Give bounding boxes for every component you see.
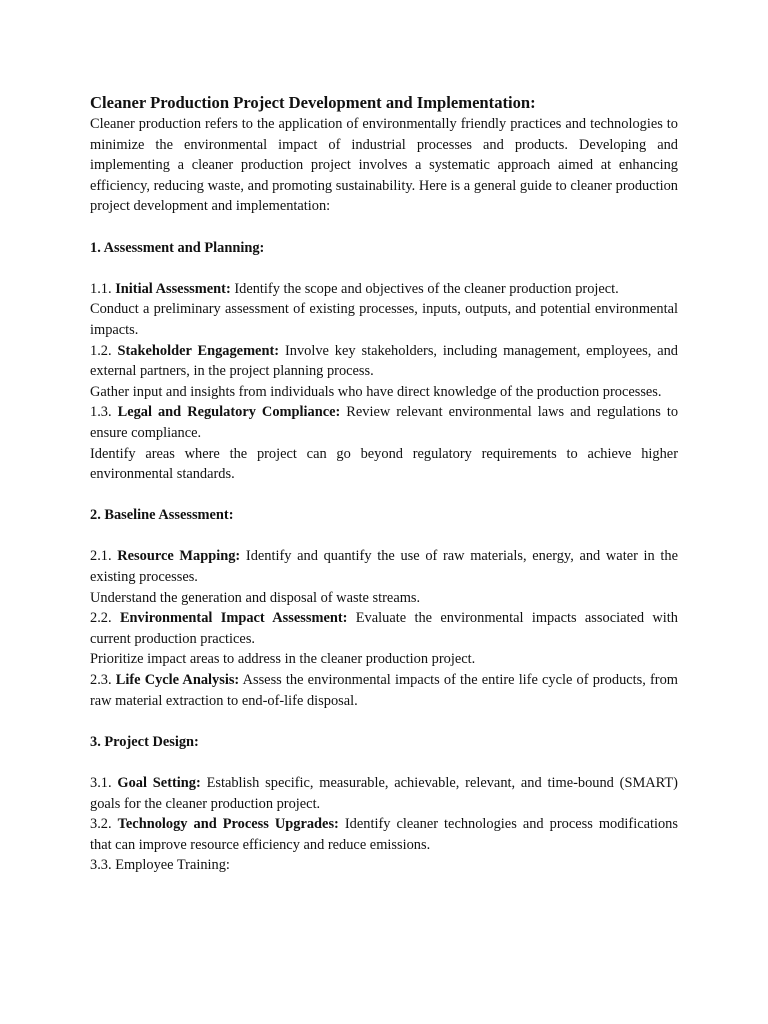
section-heading: 2. Baseline Assessment: xyxy=(90,507,234,524)
section-heading: 1. Assessment and Planning: xyxy=(90,239,265,256)
item-detail: Identify areas where the project can go beyond regulatory requirements to achieve higher environmental standards. xyxy=(90,445,678,483)
list-item: 1.3. Legal and Regulatory Compliance: Review relevant environmental laws and regulations to ensure compliance. xyxy=(90,404,679,441)
list-item: 2.2. Environmental Impact Assessment: Evaluate the environmental impacts associated with current production practices. xyxy=(90,610,678,647)
list-item: 2.1. Resource Mapping: Identify and quantify the use of raw materials, energy, and water in the existing processes. xyxy=(90,548,678,586)
section-heading: 3. Project Design: xyxy=(90,733,199,750)
list-item: 2.3. Life Cycle Analysis: Assess the environmental impacts of the entire life cycle of products, from raw material extraction to end-of-life disposal. xyxy=(90,672,678,709)
intro-paragraph: Cleaner production refers to the application of environmentally friendly practices and technologies to minimize the environmental impact of industrial processes and products. Developing and implementing a cleaner production project involves a systematic approach aimed at enhancing efficiency, reducing waste, and promoting sustainability. Here is a general guide to cleaner production project development and implementation: xyxy=(90,116,678,215)
document-page xyxy=(90,92,678,876)
list-item: 1.2. Stakeholder Engagement: Involve key stakeholders, including management, employees, and external partners, in the project planning process. xyxy=(90,342,678,380)
item-detail: Gather input and insights from individuals who have direct knowledge of the production processes. xyxy=(90,383,662,400)
list-item: 3.2. Technology and Process Upgrades: Identify cleaner technologies and process modifications that can improve resource efficiency and reduce emissions. xyxy=(90,816,678,853)
item-detail: Understand the generation and disposal of waste streams. xyxy=(90,589,421,606)
list-item: 3.3. Employee Training: xyxy=(90,857,230,874)
item-detail: Prioritize impact areas to address in the cleaner production project. xyxy=(90,651,476,668)
list-item: 3.1. Goal Setting: Establish specific, measurable, achievable, relevant, and time-bound (SMART) goals for the cleaner production project. xyxy=(90,775,678,812)
document-title: Cleaner Production Project Development and Implementation: xyxy=(90,93,536,112)
list-item: 1.1. Initial Assessment: Identify the scope and objectives of the cleaner production project. xyxy=(90,280,619,297)
item-detail: Conduct a preliminary assessment of existing processes, inputs, outputs, and potential environmental impacts. xyxy=(90,301,678,338)
